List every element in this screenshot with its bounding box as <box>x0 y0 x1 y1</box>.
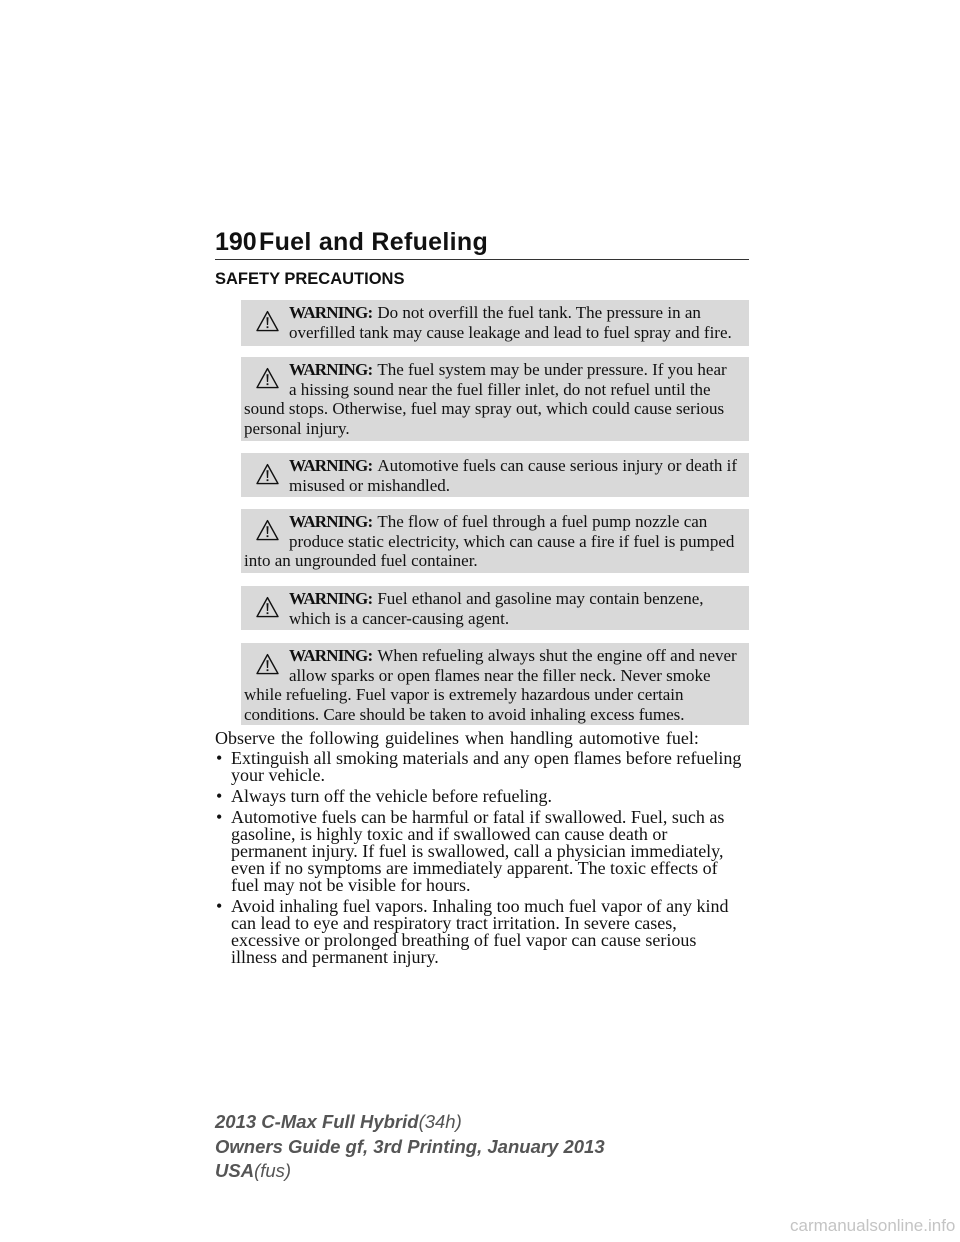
warning-line: overfilled tank may cause leakage and lead to fuel spray and fire. <box>289 322 732 342</box>
guideline-list <box>215 750 749 970</box>
warning-line: a hissing sound near the fuel filler inlet, do not refuel until the <box>289 379 711 399</box>
warning-line <box>241 360 749 380</box>
chapter-title: Fuel and Refueling <box>259 228 489 256</box>
warning-line: into an ungrounded fuel container. <box>244 551 478 570</box>
warning-text: Fuel ethanol and gasoline may contain benzene, <box>377 589 704 608</box>
warning-text: When refueling always shut the engine off and never <box>377 646 737 665</box>
footer-market-line <box>215 1159 291 1183</box>
bullet-symbol: • <box>216 807 223 827</box>
warning-box <box>241 300 749 346</box>
warning-label: WARNING: <box>289 646 373 665</box>
warning-label: WARNING: <box>289 512 373 531</box>
warning-line: personal injury. <box>244 418 350 438</box>
list-item-line: Extinguish all smoking materials and any open flames before refueling <box>231 748 742 768</box>
warning-box <box>241 643 749 725</box>
warning-box <box>241 357 749 441</box>
header-rule <box>215 259 749 260</box>
list-item-line: excessive or prolonged breathing of fuel vapor can cause serious <box>231 930 697 950</box>
warning-line: which is a cancer-causing agent. <box>289 608 510 628</box>
list-item-line: even if no symptoms are immediately apparent. The toxic effects of <box>231 858 718 878</box>
bullet-symbol: • <box>216 748 223 768</box>
warning-line <box>241 646 749 666</box>
warning-line <box>241 456 749 476</box>
list-item-line: Always turn off the vehicle before refueling. <box>231 786 553 806</box>
warning-line: while refueling. Fuel vapor is extremely hazardous under certain <box>244 685 684 704</box>
intro-paragraph: Observe the following guidelines when handling automotive fuel: <box>215 728 699 748</box>
warning-label: WARNING: <box>289 303 373 322</box>
warning-text: The fuel system may be under pressure. If you hear <box>377 360 727 379</box>
warning-line <box>241 589 749 609</box>
warning-triangle-icon <box>256 596 279 618</box>
warning-line <box>241 512 749 532</box>
warning-label: WARNING: <box>289 360 373 379</box>
bullet-symbol: • <box>216 786 223 806</box>
list-item-line: your vehicle. <box>231 765 325 785</box>
warning-text: Do not overfill the fuel tank. The pressure in an <box>377 303 701 322</box>
footer-vehicle-code: (34h) <box>418 1111 462 1132</box>
warning-line: produce static electricity, which can cause a fire if fuel is pumped <box>289 531 735 551</box>
warning-box <box>241 453 749 497</box>
warning-triangle-icon <box>256 519 279 541</box>
warning-line <box>241 303 749 323</box>
list-item-line: fuel may not be visible for hours. <box>231 875 471 895</box>
warning-label: WARNING: <box>289 589 373 608</box>
list-item-line: permanent injury. If fuel is swallowed, call a physician immediately, <box>231 841 724 861</box>
list-item <box>215 898 749 966</box>
site-watermark: carmanualsonline.info <box>790 1216 956 1235</box>
warning-box <box>241 586 749 630</box>
bullet-symbol: • <box>216 896 223 916</box>
list-item <box>215 750 749 784</box>
list-item-line: gasoline, is highly toxic and if swallowed can cause death or <box>231 824 668 844</box>
page-number: 190 <box>215 228 257 256</box>
list-item-line: Avoid inhaling fuel vapors. Inhaling too much fuel vapor of any kind <box>231 896 729 916</box>
warning-line: misused or mishandled. <box>289 475 451 495</box>
warning-triangle-icon <box>256 653 279 675</box>
list-item <box>215 809 749 894</box>
warning-triangle-icon <box>256 463 279 485</box>
warning-line: conditions. Care should be taken to avoid inhaling excess fumes. <box>244 704 685 724</box>
warning-text: The flow of fuel through a fuel pump nozzle can <box>377 512 708 531</box>
warning-label: WARNING: <box>289 456 373 475</box>
footer-printing-line <box>215 1135 605 1159</box>
list-item-line: can lead to eye and respiratory tract irritation. In severe cases, <box>231 913 677 933</box>
warning-triangle-icon <box>256 367 279 389</box>
section-title: SAFETY PRECAUTIONS <box>215 270 405 288</box>
warning-line: allow sparks or open flames near the filler neck. Never smoke <box>289 665 711 685</box>
footer-vehicle-name: 2013 C-Max Full Hybrid <box>215 1111 419 1132</box>
footer-market: USA <box>215 1160 255 1181</box>
list-item <box>215 788 749 805</box>
footer-printing-info: Owners Guide gf, 3rd Printing, January 2013 <box>215 1136 605 1157</box>
warning-line: sound stops. Otherwise, fuel may spray out, which could cause serious <box>244 399 725 418</box>
warning-box <box>241 509 749 573</box>
list-item-line: Automotive fuels can be harmful or fatal if swallowed. Fuel, such as <box>231 807 725 827</box>
list-item-line: illness and permanent injury. <box>231 947 439 967</box>
footer-vehicle-line <box>215 1110 462 1134</box>
warning-triangle-icon <box>256 310 279 332</box>
footer-market-code: (fus) <box>254 1160 292 1181</box>
warning-text: Automotive fuels can cause serious injury or death if <box>377 456 738 475</box>
